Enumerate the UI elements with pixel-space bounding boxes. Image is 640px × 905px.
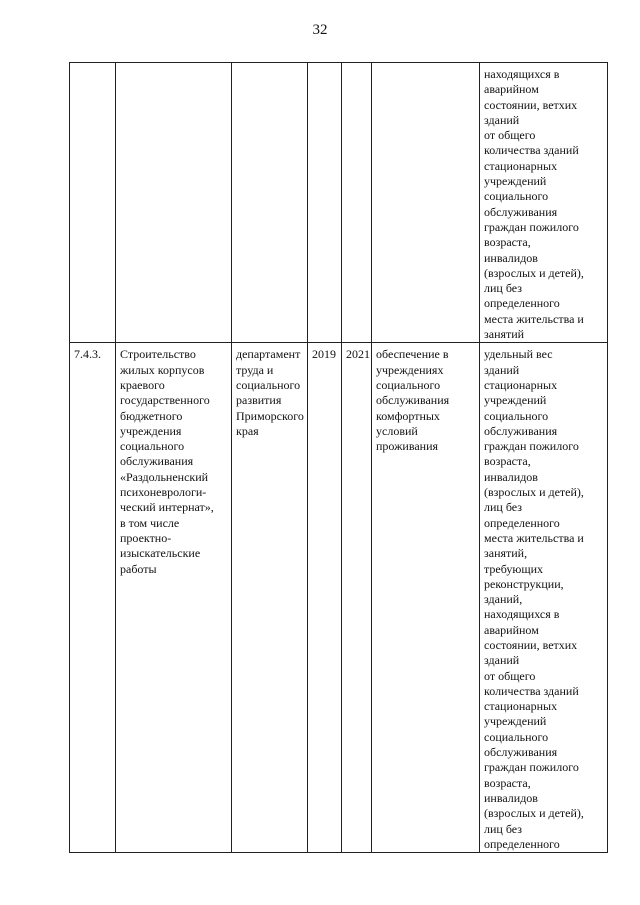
cell-name xyxy=(116,63,232,343)
cell-executor xyxy=(232,63,308,343)
cell-end-year xyxy=(342,63,372,343)
program-table xyxy=(69,62,608,853)
cell-expected-result: обеспечение в учреждениях социального обслуживания комфортных условий проживания xyxy=(372,343,480,853)
cell-indicator: удельный вес зданий стационарных учреждений социального обслуживания граждан пожилого возраста, инвалидов (взрослых и детей), лиц без определенного места жительства и занятий, требующих реконструкции, зданий, находящихся в аварийном состоянии, ветхих зданий от общего количества зданий стационарных учреждений социального обслуживания граждан пожилого возраста, инвалидов (взрослых и детей), лиц без определенного xyxy=(480,343,608,853)
cell-start-year: 2019 xyxy=(308,343,342,853)
cell-start-year xyxy=(308,63,342,343)
cell-end-year: 2021 xyxy=(342,343,372,853)
page-number: 32 xyxy=(312,22,328,38)
cell-number xyxy=(70,63,116,343)
cell-expected-result xyxy=(372,63,480,343)
cell-indicator: находящихся в аварийном состоянии, ветхих зданий от общего количества зданий стационарных учреждений социального обслуживания граждан пожилого возраста, инвалидов (взрослых и детей), лиц без определенного места жительства и занятий xyxy=(480,63,608,343)
table-row xyxy=(70,63,608,343)
cell-number: 7.4.3. xyxy=(70,343,116,853)
cell-name: Строительство жилых корпусов краевого государственного бюджетного учреждения социального обслуживания «Раздольненский психоневрологи- ческий интернат», в том числе проектно- изыскательские работы xyxy=(116,343,232,853)
table-row xyxy=(70,343,608,853)
cell-executor: департамент труда и социального развития Приморского края xyxy=(232,343,308,853)
